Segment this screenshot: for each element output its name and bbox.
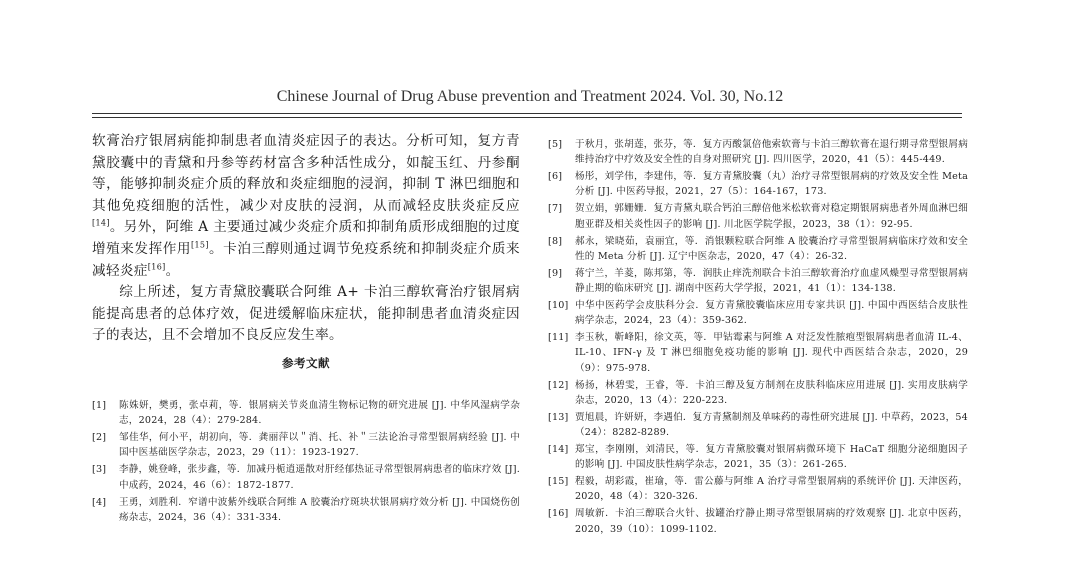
discussion-paragraph xyxy=(92,131,520,282)
reference-item xyxy=(548,234,968,264)
reference-number: [2] xyxy=(92,432,107,444)
reference-item xyxy=(548,330,968,376)
reference-item xyxy=(548,442,968,472)
reference-text: 贾旭晨，许妍妍，李遇伯．复方青黛制剂及单味药的毒性研究进展 [J]. 中草药，2023，54（24）：8282-8289. xyxy=(575,411,968,439)
reference-text: 中华中医药学会皮肤科分会．复方青黛胶囊临床应用专家共识 [J]. 中国中西医结合皮肤性病学杂志，2024，23（4）：359-362. xyxy=(575,300,968,327)
reference-number: [9] xyxy=(548,267,563,279)
header-rule-bottom xyxy=(92,117,962,118)
reference-text: 李玉秋，靳峰阳，徐文英，等．甲钴霉素与阿维 A 对泛发性脓疱型银屑病患者血清 IL-4、IL-10、IFN-γ 及 T 淋巴细胞免疫功能的影响 [J]. 现代中西医结合杂志，2020，29（9）：975-978. xyxy=(575,332,968,374)
reference-item xyxy=(92,398,520,428)
reference-number: [10] xyxy=(548,300,569,312)
reference-number: [3] xyxy=(92,464,107,476)
reference-text: 于秋月，张胡莲，张芬，等．复方丙酸氯倍他索软膏与卡泊三醇软膏在退行期寻常型银屑病维持治疗中疗效及安全性的自身对照研究 [J]. 四川医学，2020，41（5）：445-449. xyxy=(575,139,968,166)
reference-number: [13] xyxy=(548,411,569,423)
reference-item xyxy=(548,474,968,504)
reference-number: [7] xyxy=(548,203,563,215)
reference-text: 程毅，胡彩霞，崔瑜，等．雷公藤与阿维 A 治疗寻常型银屑病的系统评价 [J]. 天津医药，2020，48（4）：320-326. xyxy=(575,476,968,503)
reference-text: 李静，姚登峰，张步鑫，等．加减丹栀逍遥散对肝经郁热证寻常型银屑病患者的临床疗效 [J]. 中成药，2024，46（6）：1872-1877. xyxy=(119,464,520,491)
citation-16: [16] xyxy=(147,262,166,272)
references-list-right xyxy=(548,137,968,537)
reference-text: 周敏新．卡泊三醇联合火针、拔罐治疗静止期寻常型银屑病的疗效观察 [J]. 北京中医药，2020，39（10）：1099-1102. xyxy=(575,508,968,535)
reference-number: [16] xyxy=(548,508,569,520)
reference-item xyxy=(548,298,968,328)
reference-number: [8] xyxy=(548,235,563,247)
reference-text: 郑宝，李刚刚，刘清民，等．复方青黛胶囊对银屑病微环境下 HaCaT 细胞分泌细胞因子的影响 [J]. 中国皮肤性病学杂志，2021，35（3）：261-265. xyxy=(575,444,968,471)
conclusion-paragraph: 综上所述，复方青黛胶囊联合阿维 A+ 卡泊三醇软膏治疗银屑病能提高患者的总体疗效，促进缓解临床症状，能抑制患者血清炎症因子的表达，且不会增加不良反应发生率。 xyxy=(92,284,520,344)
reference-number: [14] xyxy=(548,444,569,456)
reference-number: [11] xyxy=(548,332,569,344)
reference-text: 陈姝妍，樊勇，张卓莉，等．银屑病关节炎血清生物标记物的研究进展 [J]. 中华风湿病学杂志，2024，28（4）：279-284. xyxy=(119,400,520,427)
reference-item xyxy=(548,506,968,536)
reference-item xyxy=(548,410,968,440)
reference-text: 王勇，刘胜利．窄谱中波紫外线联合阿维 A 胶囊治疗斑块状银屑病疗效分析 [J]. 中国烧伤创疡杂志，2024，36（4）：331-334. xyxy=(119,496,520,523)
reference-text: 杨扬，林碧雯，王睿，等．卡泊三醇及复方制剂在皮肤科临床应用进展 [J]. 实用皮肤病学杂志，2020，13（4）：220-223. xyxy=(575,379,968,406)
body-text-column xyxy=(92,131,520,347)
reference-number: [1] xyxy=(92,400,107,411)
paragraph-text: 。卡泊三醇则通过调节免疫系统和抑制炎症介质来减轻炎症 xyxy=(92,240,521,279)
reference-item xyxy=(92,495,520,525)
reference-number: [15] xyxy=(548,476,569,488)
reference-item xyxy=(548,137,968,167)
reference-number: [6] xyxy=(548,171,563,183)
reference-text: 蒋宁兰，羊菱，陈邦第，等．润肤止痒洗剂联合卡泊三醇软膏治疗血虚风燥型寻常型银屑病静止期的临床研究 [J]. 湖南中医药大学学报，2021，41（1）：134-138. xyxy=(575,267,968,295)
reference-number: [12] xyxy=(548,379,569,391)
header-rule-top xyxy=(92,113,962,114)
reference-text: 郝永，梁晓茹，袁丽宜，等．消银颗粒联合阿维 A 胶囊治疗寻常型银屑病临床疗效和安全性的 Meta 分析 [J]. 辽宁中医杂志，2020，47（4）：26-32. xyxy=(575,235,968,262)
running-header: Chinese Journal of Drug Abuse prevention and Treatment 2024. Vol. 30, No.12 xyxy=(276,88,784,105)
reference-item xyxy=(548,266,968,296)
citation-14: [14] xyxy=(92,218,110,228)
reference-text: 杨彤，刘学伟，李建伟，等．复方青黛胶囊（丸）治疗寻常型银屑病的疗效及安全性 Meta 分析 [J]. 中医药导报，2021，27（5）：164-167，173. xyxy=(575,171,968,198)
reference-number: [4] xyxy=(92,496,107,508)
paragraph-text: 软膏治疗银屑病能抑制患者血清炎症因子的表达。分析可知，复方青黛胶囊中的青黛和丹参等药材富含多种活性成分，如靛玉红、丹参酮等，能够抑制炎症介质的释放和炎症细胞的浸润，抑制 T 淋巴细胞和其他免疫细胞的活性，减少对皮肤的浸润，从而减轻皮肤炎症反应 xyxy=(92,133,520,214)
references-heading: 参考文献 xyxy=(282,356,330,370)
reference-item xyxy=(92,462,520,492)
reference-item xyxy=(548,378,968,408)
reference-item xyxy=(548,201,968,231)
paragraph-text: 。另外，阿维 A 主要通过减少炎症介质和抑制角质形成细胞的过度增殖来发挥作用 xyxy=(92,219,520,257)
paragraph-text: 。 xyxy=(165,262,180,279)
reference-item xyxy=(548,169,968,199)
reference-text: 贺立娟，郭姗姗．复方青黛丸联合钙泊三醇倍他米松软膏对稳定期银屑病患者外周血淋巴细胞亚群及相关炎性因子的影响 [J]. 川北医学院学报，2023，38（1）：92-95. xyxy=(575,203,968,230)
reference-text: 邹佳华，何小平，胡初向，等．龚丽萍以＂消、托、补＂三法论治寻常型银屑病经验 [J]. 中国中医基础医学杂志，2023，29（11）：1923-1927. xyxy=(119,432,520,459)
citation-15: [15] xyxy=(191,240,209,250)
references-list-left xyxy=(92,398,520,525)
reference-item xyxy=(92,430,520,460)
reference-number: [5] xyxy=(548,139,563,150)
